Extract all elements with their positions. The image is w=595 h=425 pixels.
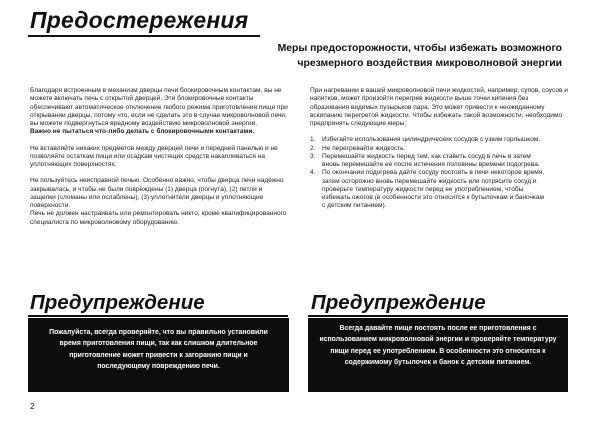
precautions-list bbox=[310, 136, 568, 210]
repair-paragraph: Печь не должен настраивать или ремонтировать никто, кроме квалифицированного специалиста по микроволновому оборудованию. bbox=[30, 210, 287, 226]
warning-box-left bbox=[28, 318, 289, 392]
damaged-oven-paragraph: Не пользуйтесь неисправной печью. Особенно важно, чтобы дверца печи надежно закрывалась, и чтобы не были повреждены (1) дверца (погнута), (2) петли и защелки (сломаны или ослаблены), (3) уплотнители дверцы и уплотняющие поверхности. bbox=[30, 177, 284, 209]
right-column bbox=[310, 87, 568, 211]
superheating-intro: При нагревании в вашей микроволновой печи жидкостей, например, супов, соусов и напитков, может произойти перегрев жидкости выше точки кипения без образования видимых пузырьков пара. Это может привести к неожиданному вскипанию перегретой жидкости. Чтобы избежать такой возможности, необходимо предпринять следующие меры: bbox=[310, 87, 568, 127]
interlock-paragraph: Благодаря встроенным в механизм дверцы печи блокировочным контактам, вы не можете включать печь с открытой дверцей. Эти блокировочные контакты обеспечивают автоматическое отключение любого режима приготовления пищи при открывании дверцы, потому что, если не сделать это в случае микроволновой печи, вы можете подвергнуться вредному воздействию микроволновой энергии. bbox=[30, 87, 288, 127]
warning-rule-right bbox=[308, 315, 568, 317]
warning-text-right: Всегда давайте пище постоять после ее приготовления с использованием микроволновой энергии и проверяйте температуру пищи перед ее употреблением. В особенности это относится к содержимому бутылочек и банок с детским питанием. bbox=[319, 325, 557, 367]
section-subtitle: Меры предосторожности, чтобы избежать возможного чрезмерного воздействия микроволновой энергии bbox=[277, 43, 562, 69]
list-item: 1. Избегайте использования цилиндрических сосудов с узким горлышком. bbox=[310, 136, 541, 144]
warning-rule-left bbox=[28, 315, 288, 317]
door-gap-paragraph: Не вставляйте никаких предметов между дверцей печи и передней панелью и не позволяйте остаткам пищи или осадкам чистящих средств накапливаться на уплотняющих поверхностях. bbox=[30, 144, 278, 168]
title-rule bbox=[28, 35, 260, 37]
list-item: 4. По окончании подогрева дайте сосуду постоять в печи некоторое время, затем осторожно вновь перемешайте жидкость или потрясите сосуд и проверьте температуру жидкости перед ее употреблением, чтобы избежать ожогов (в особенности это относится к бутылочкам и баночкам с детским питанием). bbox=[310, 169, 545, 210]
warning-heading-right: Предупреждение bbox=[311, 291, 486, 314]
warning-text-left: Пожалуйста, всегда проверяйте, что вы правильно установили время приготовления пищи, так как слишком длительное приготовление может привести к загоранию пищи и последующему повреждению печи. bbox=[49, 329, 268, 371]
left-column bbox=[30, 87, 288, 227]
page-title: Предостережения bbox=[30, 7, 249, 33]
interlock-warning: Важно не пытаться что-либо делать с блокировочными контактами. bbox=[30, 128, 255, 136]
warning-heading-left: Предупреждение bbox=[30, 291, 205, 314]
page-number: 2 bbox=[30, 402, 35, 411]
list-item: 3. Перемешайте жидкость перед тем, как ставить сосуд в печь и затем вновь перемешайте ее после истечения половины времени подогрева. bbox=[310, 152, 540, 168]
list-item: 2. Не перегревайте жидкость. bbox=[310, 144, 406, 152]
warning-box-right bbox=[308, 318, 568, 392]
